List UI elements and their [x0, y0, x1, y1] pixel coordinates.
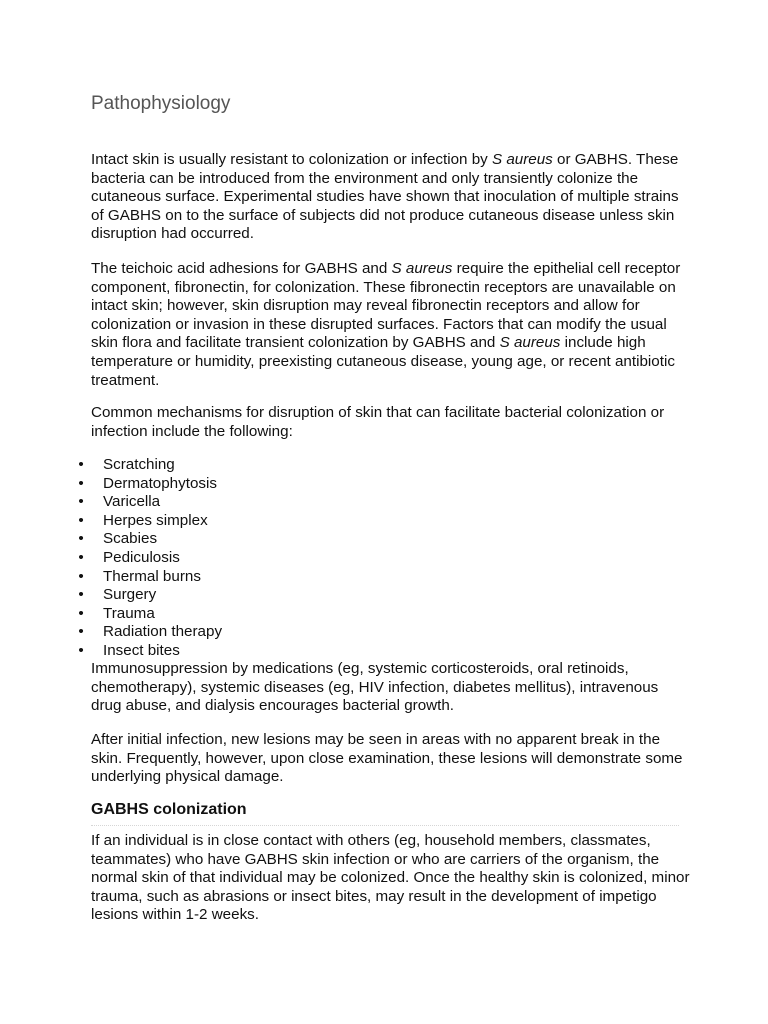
list-item: [76, 530, 222, 549]
paragraph-colonization: If an individual is in close contact with others (eg, household members, classmates, teammates) who have GABHS skin infection or who are carriers of the organism, the normal skin of that individual may be colonized. Once the healthy skin is colonized, minor trauma, such as abrasions or insect bites, may result in the development of impetigo lesions within 1-2 weeks.: [91, 832, 690, 924]
paragraph-common-mechanisms: Common mechanisms for disruption of skin that can facilitate bacterial colonization or infection include the following:: [91, 404, 665, 440]
list-item-label: Pediculosis: [103, 548, 180, 566]
bullet-dot-icon: •: [78, 604, 84, 622]
paragraph-text: include high temperature or humidity, preexisting cutaneous disease, young age, or recent antibiotic treatment.: [91, 334, 675, 389]
section-divider: [91, 825, 679, 826]
list-item: [76, 568, 222, 587]
list-item: [76, 549, 222, 568]
list-item-label: Surgery: [103, 586, 157, 604]
list-item-label: Trauma: [103, 604, 155, 622]
list-item-label: Scabies: [103, 530, 158, 548]
bullet-dot-icon: •: [78, 511, 84, 529]
list-item: [76, 456, 222, 475]
list-item: [76, 605, 222, 624]
bullet-dot-icon: •: [78, 493, 84, 511]
organism-name: S aureus: [491, 151, 553, 168]
bullet-dot-icon: •: [78, 641, 84, 659]
list-item-label: Radiation therapy: [103, 623, 223, 641]
paragraph-text: The teichoic acid adhesions for GABHS and: [91, 260, 392, 277]
bullet-dot-icon: •: [78, 474, 84, 492]
bullet-dot-icon: •: [78, 456, 84, 473]
list-item: [76, 512, 222, 531]
list-item-label: Varicella: [103, 493, 161, 511]
organism-name: S aureus: [499, 334, 561, 352]
list-item: [76, 586, 222, 605]
paragraph-text: require the epithelial cell receptor component, fibronectin, for colonization. These fibronectin receptors are unavailable on intact skin; however, skin disruption may reveal fibronectin receptors and allow for colonization or invasion in these disrupted surfaces. Factors that can modify the usual skin flora and facilitate transient colonization by GABHS and: [91, 260, 681, 352]
bullet-dot-icon: •: [78, 567, 84, 585]
bullet-dot-icon: •: [78, 530, 84, 548]
list-item-label: Thermal burns: [103, 567, 201, 585]
list-item-label: Dermatophytosis: [103, 474, 217, 492]
list-item-label: Scratching: [103, 456, 175, 473]
list-item: [76, 493, 222, 512]
paragraph-text: Intact skin is usually resistant to colonization or infection by: [91, 151, 492, 168]
organism-name: S aureus: [391, 260, 453, 277]
page-title: Pathophysiology: [91, 93, 231, 114]
bullet-dot-icon: •: [78, 623, 84, 641]
mechanism-list: [76, 456, 222, 661]
paragraph-teichoic-acid: [91, 260, 691, 390]
paragraph-initial-infection: After initial infection, new lesions may be seen in areas with no apparent break in the skin. Frequently, however, upon close examination, these lesions will demonstrate some underlying physical damage.: [91, 731, 683, 786]
paragraph-text: or GABHS. These bacteria can be introduced from the environment and only transiently colonize the cutaneous surface. Experimental studies have shown that inoculation of multiple strains of GABHS on to the surface of subjects did not produce cutaneous disease unless skin disruption had occurred.: [91, 151, 679, 243]
list-item: [76, 475, 222, 494]
list-item: [76, 642, 222, 661]
list-item-label: Insect bites: [103, 641, 180, 659]
section-heading: GABHS colonization: [91, 801, 247, 818]
paragraph-intact-skin: [91, 151, 691, 244]
bullet-dot-icon: •: [78, 548, 84, 566]
list-item: [76, 623, 222, 642]
bullet-dot-icon: •: [78, 586, 84, 604]
paragraph-immunosuppression: Immunosuppression by medications (eg, systemic corticosteroids, oral retinoids, chemotherapy), systemic diseases (eg, HIV infection, diabetes mellitus), intravenous drug abuse, and dialysis encourages bacterial growth.: [91, 660, 659, 715]
list-item-label: Herpes simplex: [103, 511, 208, 529]
